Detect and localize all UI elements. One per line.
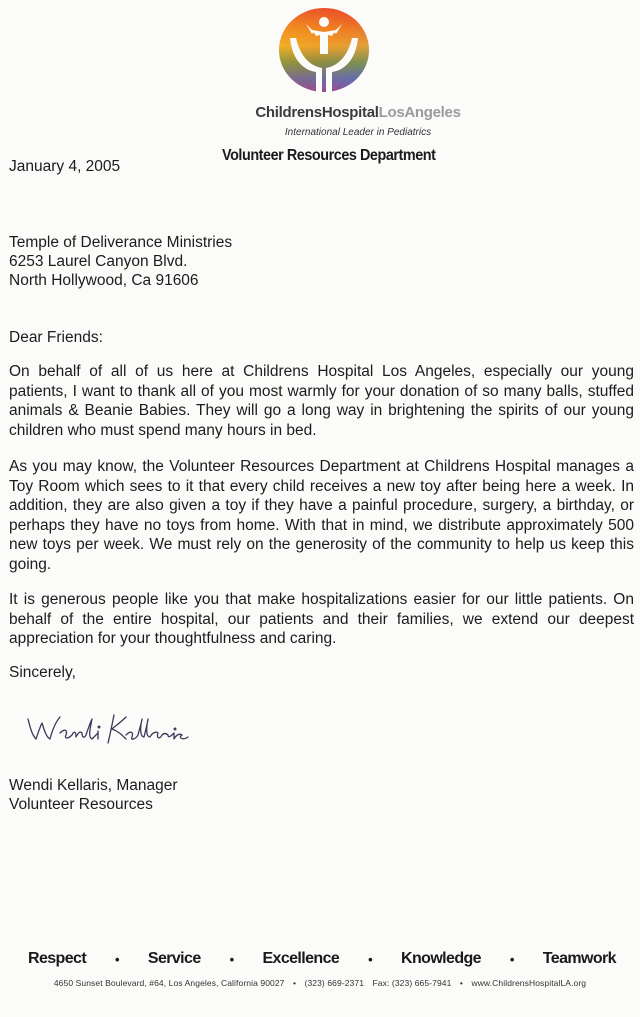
footer-website: www.ChildrensHospitalLA.org	[471, 978, 587, 988]
letter-date: January 4, 2005	[9, 158, 121, 175]
salutation: Dear Friends:	[9, 329, 103, 346]
footer-separator: •	[459, 978, 463, 988]
recipient-line-1: Temple of Deliverance Ministries	[9, 234, 233, 251]
signer-block	[9, 776, 178, 814]
org-name-primary: ChildrensHospital	[255, 104, 379, 121]
recipient-line-2: 6253 Laurel Canyon Blvd.	[9, 253, 188, 270]
value-service: Service	[147, 950, 201, 967]
body-paragraph-2: As you may know, the Volunteer Resources Department at Childrens Hospital manages a Toy Room which sees to it that every child receives a new toy after being here a week. In addition, they are also given a toy if they have a painful procedure, surgery, a birthday, or perhaps they have no toys from home. With that in mind, we distribute approximately 500 new toys per week. We must rely on the generosity of the community to help us keep this going.	[9, 458, 634, 573]
rainbow-hands-logo-icon	[276, 8, 372, 98]
value-separator: •	[115, 951, 119, 967]
value-separator: •	[509, 951, 514, 967]
org-tagline: International Leader in Pediatrics	[284, 127, 432, 138]
footer-contact	[0, 978, 640, 988]
handwritten-signature	[22, 705, 202, 753]
value-excellence: Excellence	[262, 950, 340, 967]
signer-name: Wendi Kellaris, Manager	[9, 777, 178, 794]
core-values-bar	[28, 950, 616, 968]
org-name	[38, 104, 640, 121]
footer-separator: •	[292, 978, 297, 988]
value-separator: •	[229, 951, 234, 967]
value-respect: Respect	[28, 950, 87, 967]
recipient-address	[9, 233, 232, 290]
body-paragraph-3: It is generous people like you that make hospitalizations easier for our little patients. On behalf of the entire hospital, our patients and their families, we extend our deepest appreciation for your thoughtfulness and caring.	[9, 591, 634, 647]
value-teamwork: Teamwork	[542, 950, 616, 967]
org-name-secondary: LosAngeles	[378, 104, 461, 121]
recipient-line-3: North Hollywood, Ca 91606	[9, 272, 199, 289]
footer-address: 4650 Sunset Boulevard, #64, Los Angeles, California 90027	[53, 978, 285, 988]
value-separator: •	[368, 951, 373, 967]
department-title: Volunteer Resources Department	[222, 147, 436, 164]
footer-phone: (323) 669-2371	[304, 978, 365, 988]
closing: Sincerely,	[9, 664, 76, 681]
body-paragraph-1: On behalf of all of us here at Childrens Hospital Los Angeles, especially our young patients, I want to thank all of you most warmly for your donation of so many balls, stuffed animals & Beanie Babies. They will go a long way in brightening the spirits of our young children who must spend many hours in bed.	[9, 363, 634, 439]
value-knowledge: Knowledge	[401, 950, 481, 967]
footer-fax: Fax: (323) 665-7941	[372, 978, 452, 988]
signer-title: Volunteer Resources	[9, 796, 153, 813]
